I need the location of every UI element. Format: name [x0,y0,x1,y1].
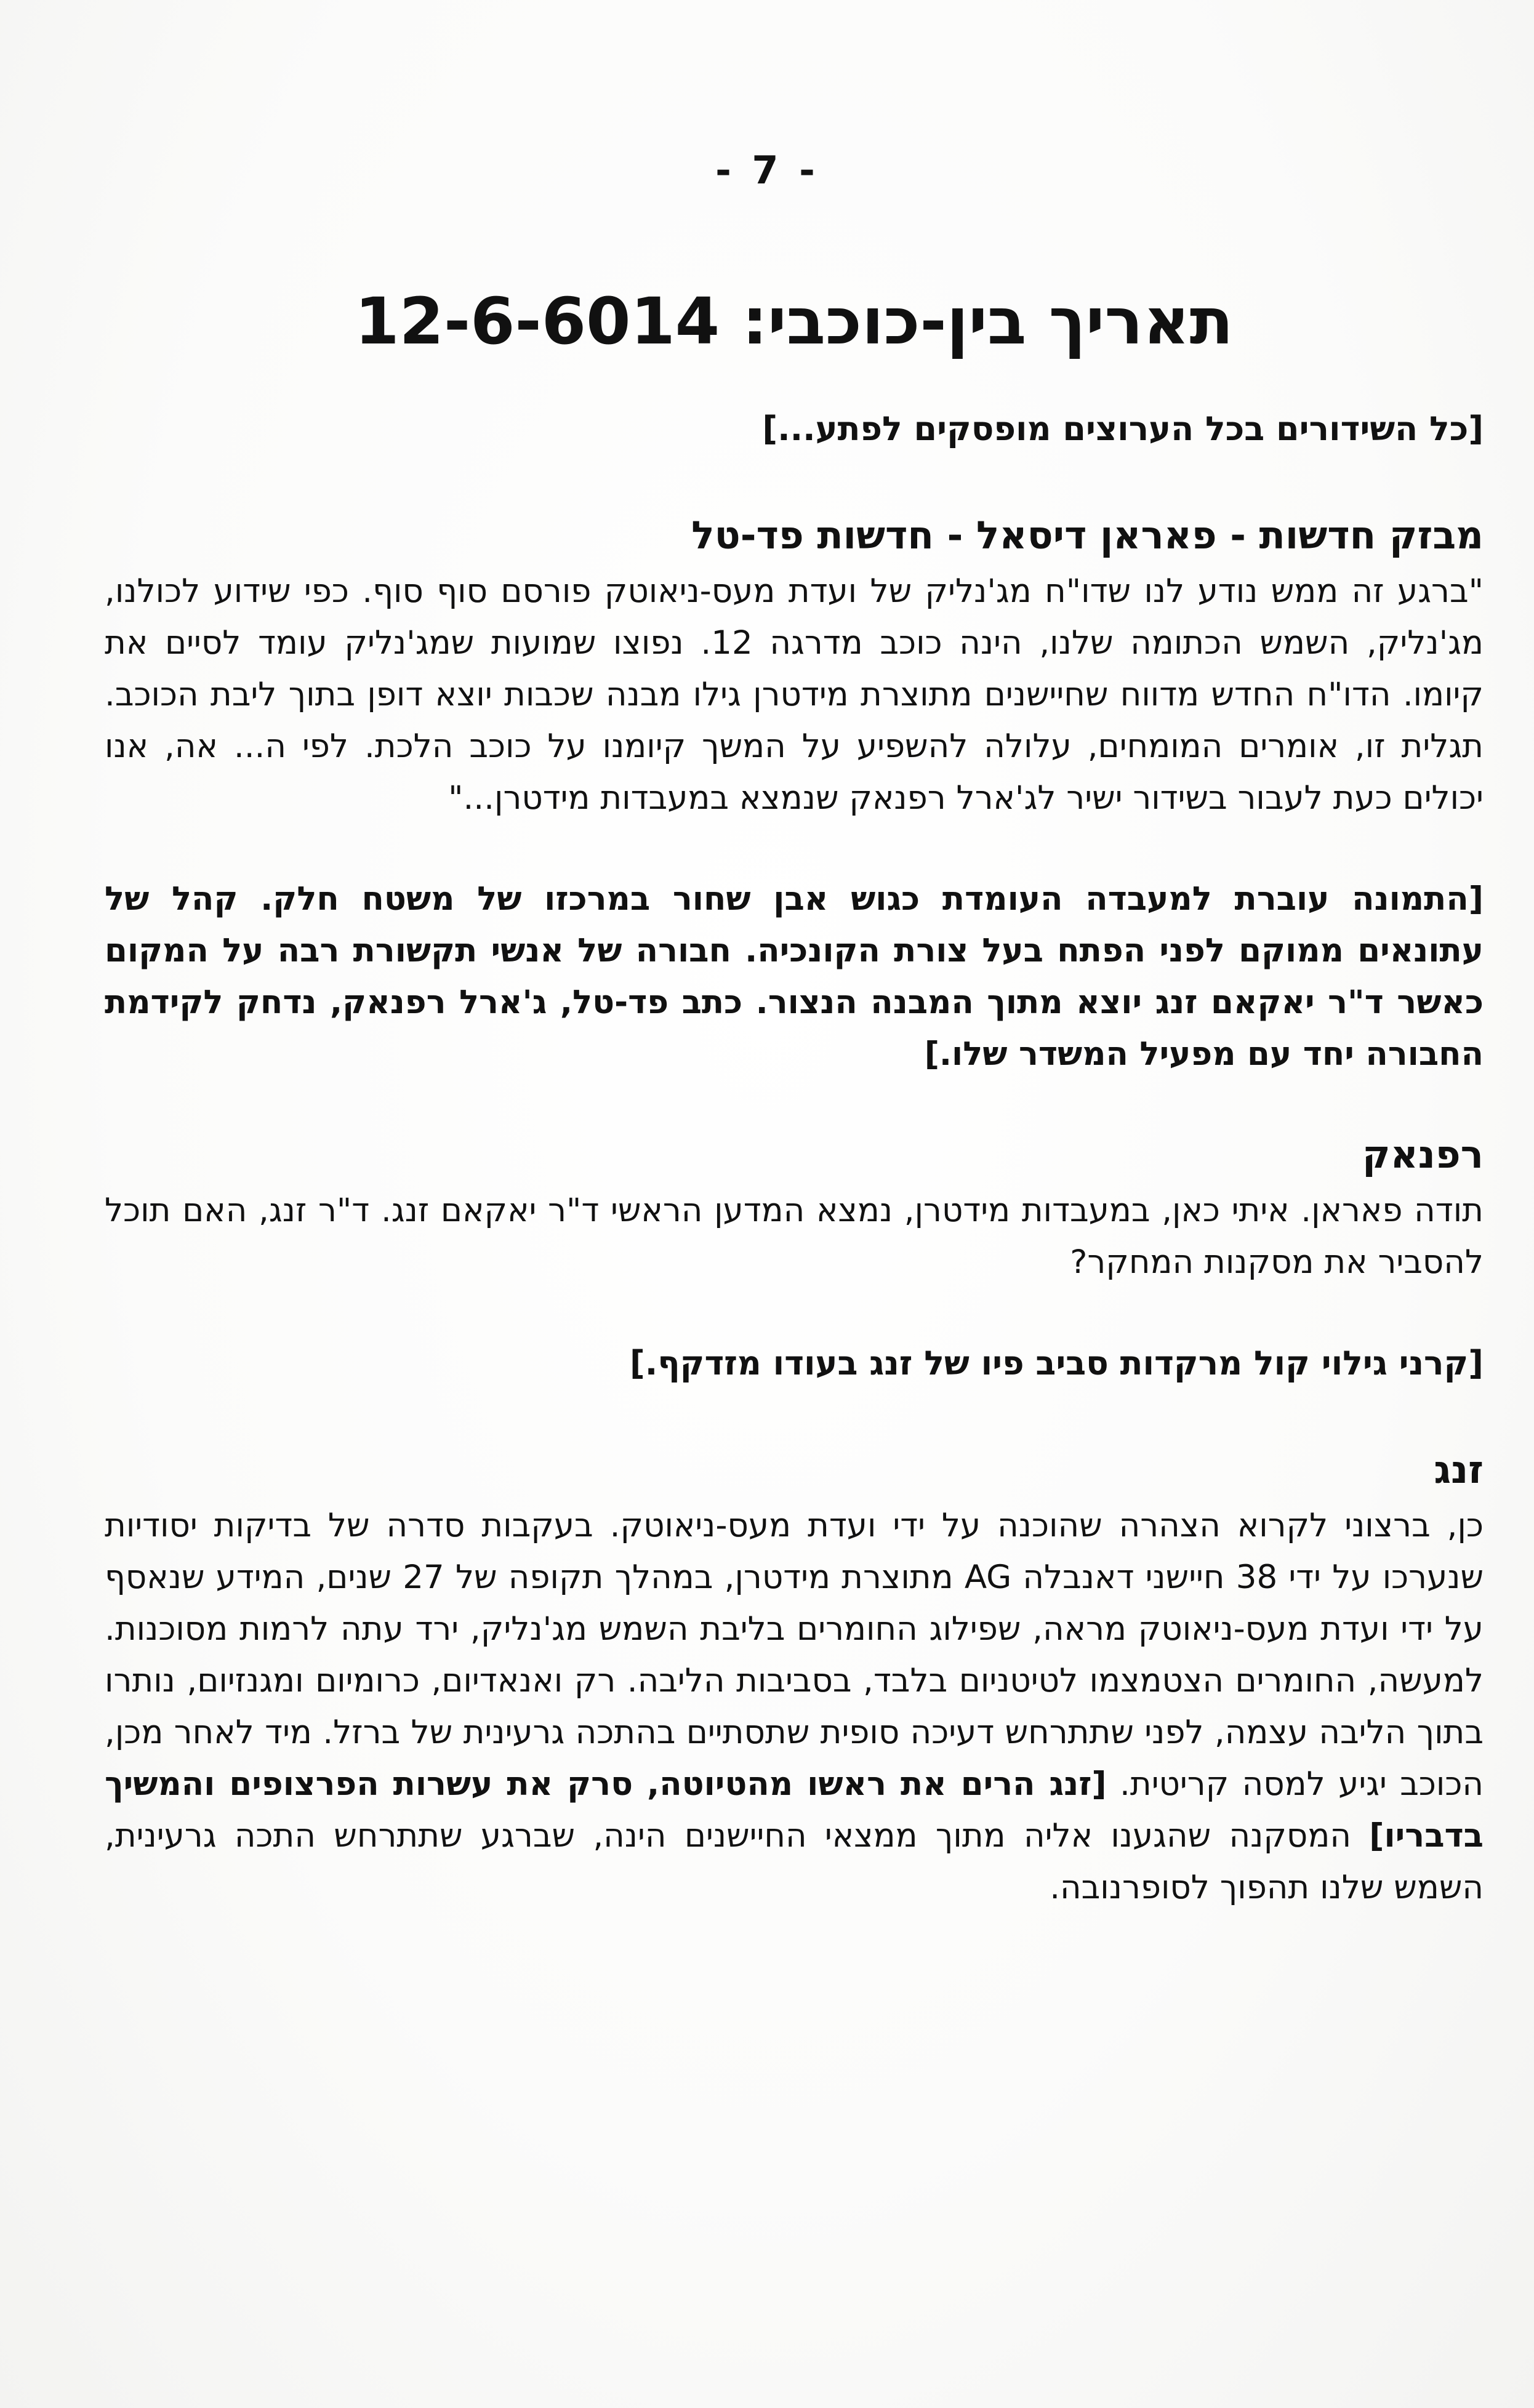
page-content [105,283,1484,1963]
news-flash-heading: מבזק חדשות - פאראן דיסאל - חדשות פד-טל [691,512,1484,558]
zang-dialogue [105,1500,1484,1914]
opening-stage-direction: [כל השידורים בכל הערוצים מופסקים לפתע...] [762,409,1484,448]
zang-dialogue-part-1: כן, ברצוני לקרוא הצהרה שהוכנה על ידי ועדת מעס-ניאוטק. בעקבות סדרה של בדיקות יסודיות שנערכו על ידי 38 חיישני דאנבלה AG מתוצרת מידטרן, במהלך תקופה של 27 שנים, המידע שנאסף על ידי ועדת מעס-ניאוטק מראה, שפילוג החומרים בליבת השמש מג'נליק, ירד עתה לרמות מסוכנות. למעשה, החומרים הצטמצמו לטיטניום בלבד, בסביבות הליבה. רק ואנאדיום, כרומיום ומגנזיום, נותרו בתוך הליבה עצמה, לפני שתתרחש דעיכה סופית שתסתיים בהתכה גרעינית של ברזל. מיד לאחר מכן, הכוכב יגיע למסה קריטית. [105,1506,1484,1803]
zang-dialogue-part-2: המסקנה שהגענו אליה מתוך ממצאי החיישנים הינה, שברגע שתתרחש התכה גרעינית, השמש שלנו תהפוך לסופרנובה. [105,1816,1484,1906]
rafnak-dialogue: תודה פאראן. איתי כאן, במעבדות מידטרן, נמצא המדען הראשי ד"ר יאקאם זנג. ד"ר זנג, האם תוכל להסביר את מסקנות המחקר? [105,1191,1484,1281]
lab-stage-direction: [התמונה עוברת למעבדה העומדת כגוש אבן שחור במרכזו של משטח חלק. קהל של עתונאים ממוקם לפני הפתח בעל צורת הקונכיה. חבורה של אנשי תקשורת רבה על המקום כאשר ד"ר יאקאם זנג יוצא מתוך המבנה הנצור. כתב פד-טל, ג'ארל רפנאק, נדחק לקידמת החבורה יחד עם מפעיל המשדר שלו.] [105,880,1484,1073]
zang-inline-stage-direction: [זנג הרים את ראשו מהטיוטה, סרק את עשרות הפרצופים והמשיך בדבריו] [105,1765,1484,1855]
rafnak-speaker-heading: רפנאק [1362,1131,1484,1177]
microphone-stage-direction: [קרני גילוי קול מרקדות סביב פיו של זנג בעודו מזדקף.] [630,1343,1484,1383]
zang-speaker-heading: זנג [1434,1447,1484,1492]
news-flash-text: "ברגע זה ממש נודע לנו שדו"ח מג'נליק של ועדת מעס-ניאוטק פורסם סוף סוף. כפי שידוע לכולנו, מג'נליק, השמש הכתומה שלנו, הינה כוכב מדרגה 12. נפוצו שמועות שמג'נליק עומד לסיים את קיומו. הדו"ח החדש מדווח שחיישנים מתוצרת מידטרן גילו מבנה שכבות יוצא דופן בתוך ליבת הכוכב. תגלית זו, אומרים המומחים, עלולה להשפיע על המשך קיומנו על כוכב הלכת. לפי ה... אה, אנו יכולים כעת לעבור בשידור ישיר לג'ארל רפנאק שנמצא במעבדות מידטרן..." [105,572,1484,817]
page-number: - 7 - [715,148,819,193]
page-title: תאריך בין-כוכבי: 12-6-6014 [355,284,1234,359]
